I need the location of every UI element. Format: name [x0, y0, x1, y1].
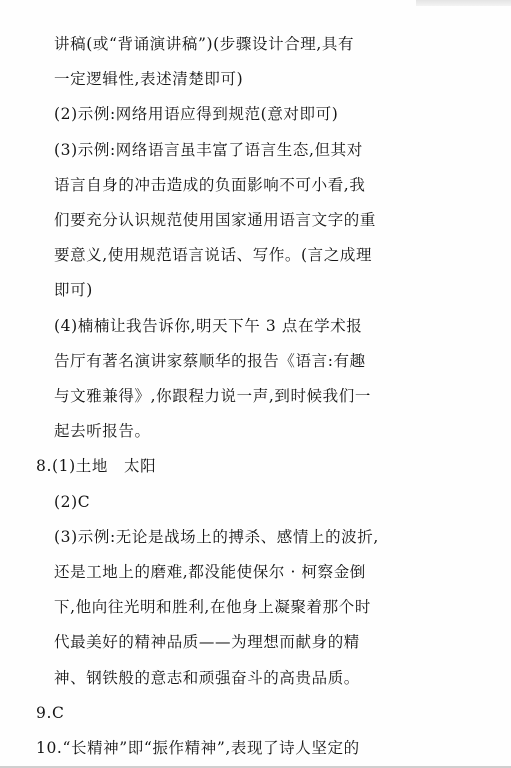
text-line-8: 即可): [54, 281, 93, 299]
question-10-line: 10.“长精神”即“振作精神”,表现了诗人坚定的: [36, 739, 360, 757]
text-line-14: (2)C: [54, 493, 91, 511]
text-line-15: (3)示例:无论是战场上的搏杀、感情上的波折,: [54, 528, 379, 546]
text-line-18: 代最美好的精神品质——为理想而献身的精: [54, 633, 360, 651]
text-line-7: 要意义,使用规范语言说话、写作。(言之成理: [54, 246, 373, 264]
text-line-11: 与文雅兼得》,你跟程力说一声,到时候我们一: [54, 387, 371, 405]
text-line-12: 起去听报告。: [54, 422, 151, 440]
text-line-19: 神、钢铁般的意志和顽强奋斗的高贵品质。: [54, 669, 360, 687]
text-line-2: 一定逻辑性,表述清楚即可): [54, 70, 244, 88]
text-line-17: 下,他向往光明和胜利,在他身上凝聚着那个时: [54, 598, 371, 616]
question-8-line: 8.(1)土地 太阳: [36, 457, 157, 475]
text-line-4: (3)示例:网络语言虽丰富了语言生态,但其对: [54, 141, 363, 159]
page-corner-shadow: [416, 0, 511, 6]
text-line-3: (2)示例:网络用语应得到规范(意对即可): [54, 105, 339, 123]
text-line-16: 还是工地上的磨难,都没能使保尔 · 柯察金倒: [54, 563, 366, 581]
text-line-10: 告厅有著名演讲家蔡顺华的报告《语言:有趣: [54, 352, 366, 370]
text-line-5: 语言自身的冲击造成的负面影响不可小看,我: [54, 176, 366, 194]
text-line-1: 讲稿(或“背诵演讲稿”)(步骤设计合理,具有: [54, 35, 355, 53]
text-line-6: 们要充分认识规范使用国家通用语言文字的重: [54, 211, 377, 229]
text-line-9: (4)楠楠让我告诉你,明天下午 3 点在学术报: [54, 317, 363, 335]
question-9-line: 9.C: [36, 704, 65, 722]
